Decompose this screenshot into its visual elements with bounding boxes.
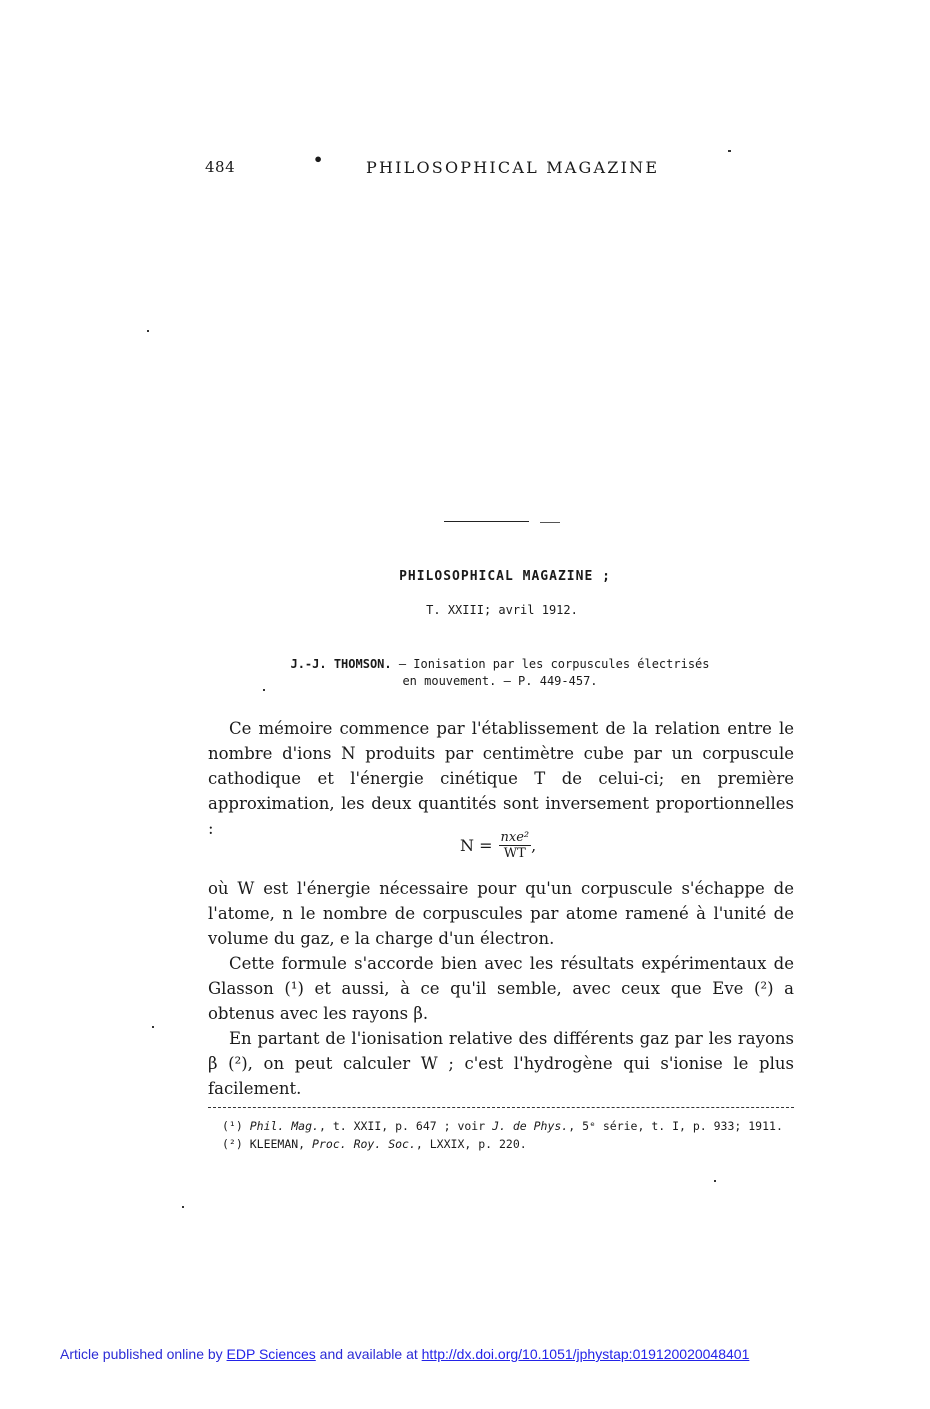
- footnote-rule: [208, 1107, 794, 1108]
- publisher-prefix: Article published online by: [60, 1346, 227, 1362]
- journal-issue: T. XXIII; avril 1912.: [426, 603, 578, 617]
- article-author: J.-J. THOMSON.: [290, 657, 392, 671]
- body-paragraph-1: [208, 716, 794, 841]
- body-paragraph-2: où W est l'énergie nécessaire pour qu'un corpuscule s'échappe de l'atome, n le nombre de corpuscules par atome ramené à l'unité de volume du gaz, e la charge d'un électron.: [208, 879, 794, 948]
- print-speck: [147, 330, 149, 332]
- footnote-journal: J. de Phys.: [492, 1119, 569, 1133]
- footnote-1: [222, 1117, 782, 1135]
- footnote-2: [222, 1135, 782, 1153]
- page-number: 484: [205, 158, 236, 176]
- header-mark: •: [313, 150, 324, 169]
- body-paragraph-4: En partant de l'ionisation relative des différents gaz par les rayons β (²), on peut calculer W ; c'est l'hydrogène qui s'ionise le plus facilement.: [208, 1029, 794, 1098]
- formula-denominator: WT: [503, 846, 526, 861]
- footnote-author: KLEEMAN,: [249, 1137, 306, 1151]
- footnotes: [222, 1117, 782, 1153]
- publisher-middle: and available at: [315, 1346, 422, 1362]
- print-speck: [152, 1026, 154, 1028]
- print-speck: [728, 150, 731, 152]
- footnote-text: , t. XXII, p. 647 ; voir: [318, 1119, 493, 1133]
- article-reference: [250, 656, 750, 690]
- running-title: PHILOSOPHICAL MAGAZINE: [366, 158, 660, 177]
- publisher-link[interactable]: EDP Sciences: [226, 1346, 316, 1362]
- section-rule: [444, 521, 529, 522]
- footnote-journal: Proc. Roy. Soc.: [312, 1137, 416, 1151]
- article-title-line1: — Ionisation par les corpuscules électrisés: [391, 657, 710, 671]
- publisher-line: [60, 1346, 749, 1362]
- footnote-text: , LXXIX, p. 220.: [415, 1137, 527, 1151]
- footnote-marker: (²): [222, 1137, 243, 1151]
- print-speck: [182, 1206, 184, 1208]
- section-rule-tail: [540, 522, 560, 523]
- formula-lhs: N =: [460, 836, 493, 855]
- formula-numerator: nxe²: [500, 830, 530, 845]
- body-paragraphs: [208, 876, 794, 1101]
- print-speck: [714, 1180, 716, 1182]
- formula-trailing: ,: [531, 836, 537, 855]
- footnote-journal: Phil. Mag.: [249, 1119, 319, 1133]
- doi-link[interactable]: http://dx.doi.org/10.1051/jphystap:019120020048401: [421, 1346, 750, 1362]
- footnote-marker: (¹): [222, 1119, 243, 1133]
- paragraph-text: Ce mémoire commence par l'établissement de la relation entre le nombre d'ions N produits par centimètre cube par un corpuscule cathodique et l'énergie cinétique T de celui-ci; en première approximation, les deux quantités sont inversement proportionnelles :: [208, 719, 794, 838]
- journal-title: PHILOSOPHICAL MAGAZINE ;: [399, 569, 611, 584]
- footnote-text: , 5ᵉ série, t. I, p. 933; 1911.: [568, 1119, 783, 1133]
- formula: [460, 830, 536, 861]
- formula-fraction: [499, 830, 532, 861]
- body-paragraph-3: Cette formule s'accorde bien avec les résultats expérimentaux de Glasson (¹) et aussi, à ce qu'il semble, avec ceux que Eve (²) a obtenus avec les rayons β.: [208, 954, 794, 1023]
- article-title-line2: en mouvement. — P. 449-457.: [402, 674, 598, 688]
